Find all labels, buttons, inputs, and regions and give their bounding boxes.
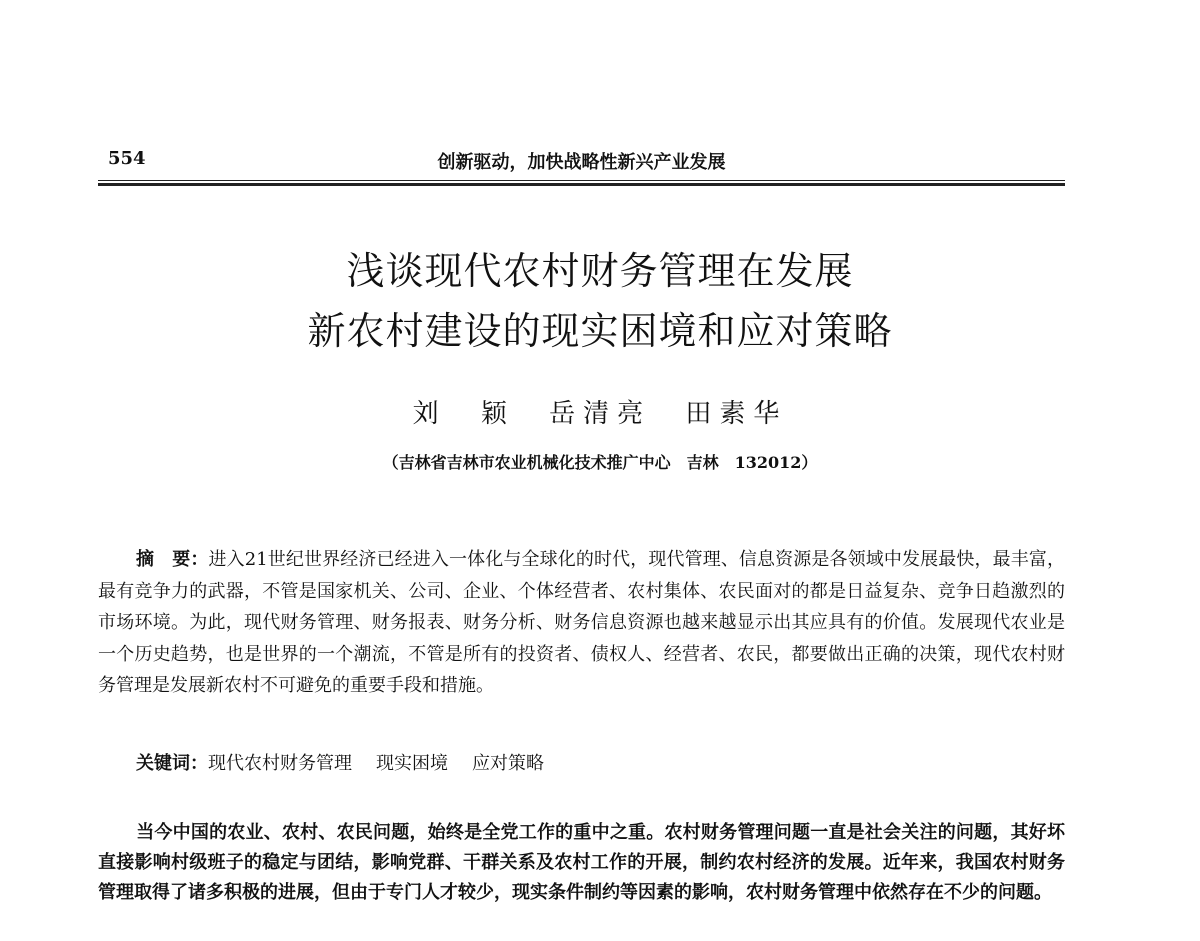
abstract-label: 摘 要： [136,549,209,570]
keyword: 应对策略 [472,753,544,774]
page-number: 554 [108,148,146,169]
abstract-text: 进入21世纪世界经济已经进入一体化与全球化的时代，现代管理、信息资源是各领域中发展最快，最丰富，最有竞争力的武器，不管是国家机关、公司、企业、个体经营者、农村集体、农民面对的都是日益复杂、竞争日趋激烈的市场环境。为此，现代财务管理、财务报表、财务分析、财务信息资源也越来越显示出其应具有的价值。发展现代农业是一个历史趋势，也是世界的一个潮流，不管是所有的投资者、债权人、经营者、农民，都要做出正确的决策，现代农村财务管理是发展新农村不可避免的重要手段和措施。 [98,549,1066,696]
keywords-label: 关键词： [136,753,208,774]
running-title: 创新驱动，加快战略性新兴产业发展 [437,152,726,173]
body-paragraph [98,818,1065,908]
header-rule-thick [98,183,1065,186]
header-rule-thin [98,180,1065,181]
article-title-line-1: 浅谈现代农村财务管理在发展 [346,249,854,293]
author-name: 岳清亮 [549,399,652,429]
keywords [136,749,1065,775]
running-header [98,148,1065,174]
author-list [0,393,1200,430]
body-paragraph-text: 当今中国的农业、农村、农民问题，始终是全党工作的重中之重。农村财务管理问题一直是社会关注的问题，其好坏直接影响村级班子的稳定与团结，影响党群、干群关系及农村工作的开展，制约农村经济的发展。近年来，我国农村财务管理取得了诸多积极的进展，但由于专门人才较少，现实条件制约等因素的影响，农村财务管理中依然存在不少的问题。 [98,822,1065,903]
abstract [98,544,1065,702]
keyword: 现代农村财务管理 [208,753,352,774]
author-name: 田素华 [685,399,788,429]
article-title-line-2: 新农村建设的现实困境和应对策略 [307,309,893,353]
keyword: 现实困境 [376,753,448,774]
author-name: 刘 颖 [412,399,515,429]
affiliation: （吉林省吉林市农业机械化技术推广中心 吉林 132012） [382,453,818,472]
